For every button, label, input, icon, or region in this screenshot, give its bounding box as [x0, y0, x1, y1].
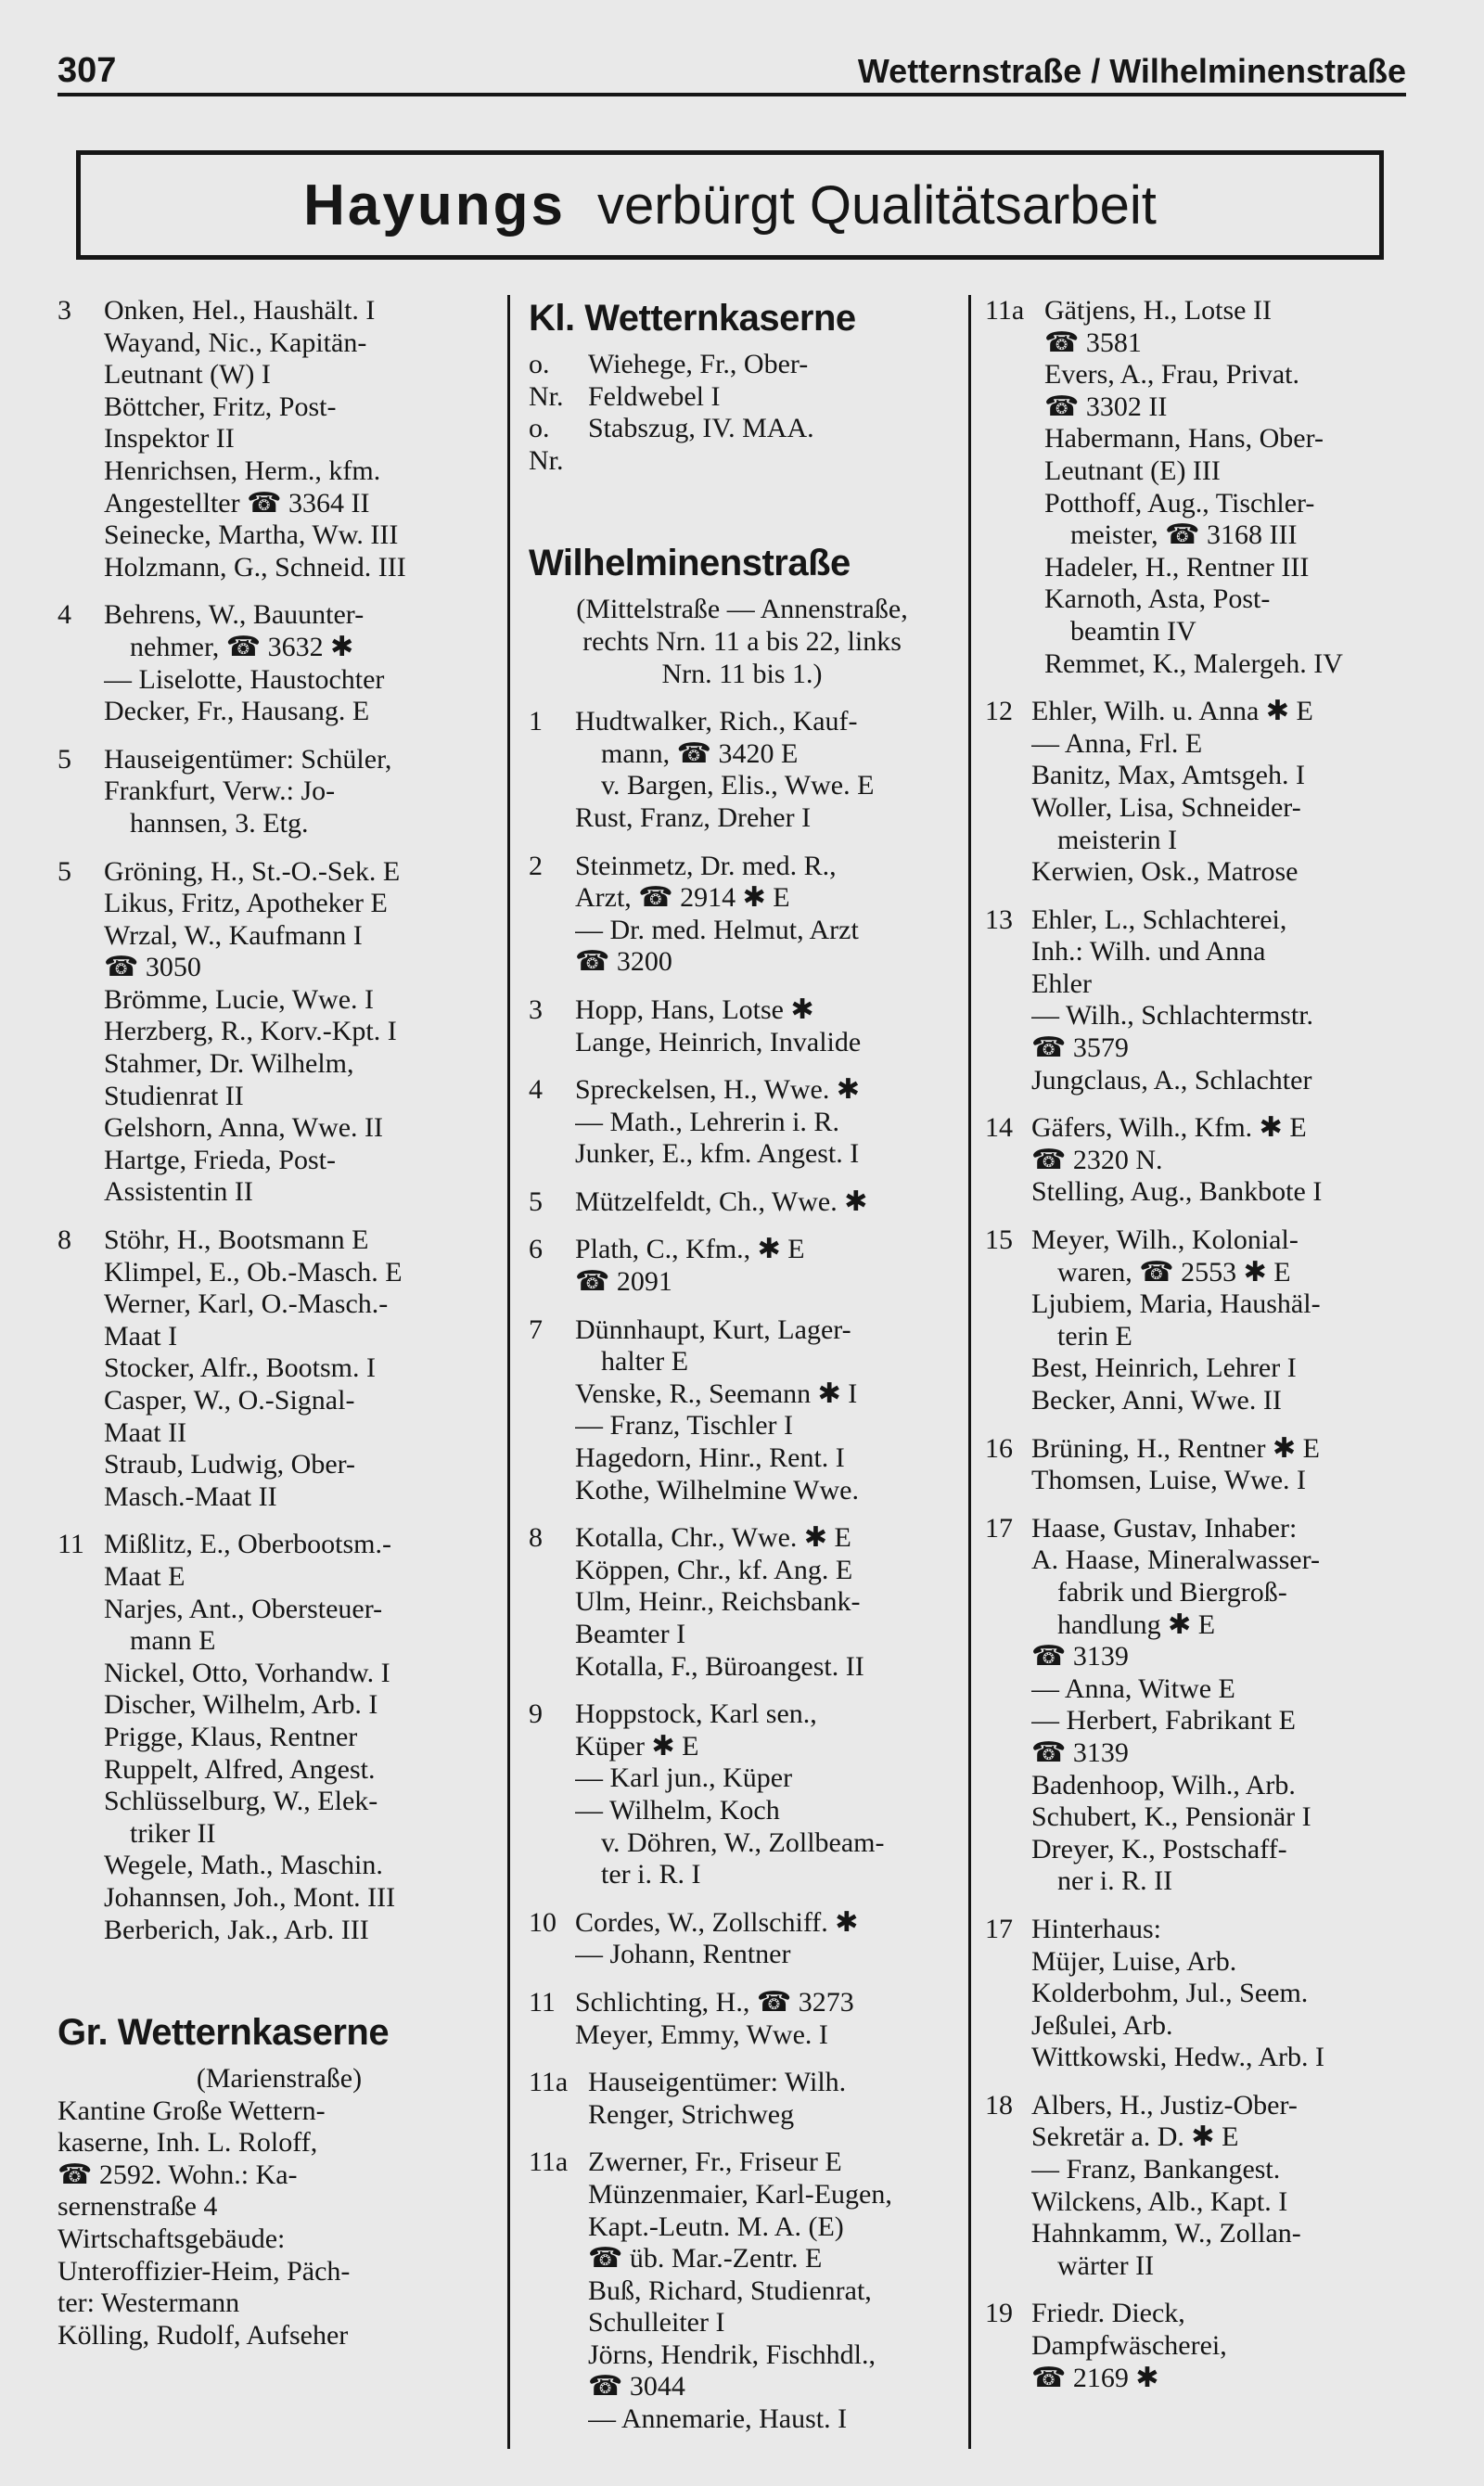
entry-line: Herzberg, R., Korv.-Kpt. I [104, 1016, 397, 1047]
house-number: 4 [58, 599, 71, 631]
entry-line: terin E [1057, 1320, 1132, 1352]
house-number: 18 [985, 2089, 1013, 2121]
entry-line: — Johann, Rentner [575, 1939, 791, 1970]
entry-line: Wayand, Nic., Kapitän- [104, 327, 367, 358]
entry-line: Junker, E., kfm. Angest. I [575, 1138, 860, 1170]
entry-line: Maat II [104, 1416, 187, 1448]
directory-entry [529, 1698, 955, 1891]
entry-text [575, 1074, 955, 1171]
entry-line: Wilckens, Alb., Kapt. I [1031, 2185, 1288, 2217]
house-number: 11 [58, 1529, 84, 1560]
section-note: rechts Nrn. 11 a bis 22, links [582, 625, 902, 657]
column-middle [529, 295, 955, 2458]
entry-line: wärter II [1057, 2249, 1155, 2281]
directory-entry [529, 2067, 955, 2131]
column-right [985, 295, 1426, 2458]
entry-line: Friedr. Dieck, [1031, 2298, 1185, 2329]
section-spacer [529, 477, 955, 525]
entry-line: Wirtschaftsgebäude: [58, 2223, 286, 2255]
entry-line: Köppen, Chr., kf. Ang. E [575, 1554, 853, 1585]
directory-entry [985, 2298, 1426, 2394]
entry-line: Dampfwäscherei, [1031, 2330, 1227, 2362]
entry-line: Evers, A., Frau, Privat. [1044, 359, 1299, 391]
entry-line: Hauseigentümer: Schüler, [104, 743, 392, 775]
entry-line: Best, Heinrich, Lehrer I [1031, 1352, 1297, 1384]
entry-line: ter: Westermann [58, 2287, 240, 2319]
entry-text [1031, 1433, 1426, 1497]
entry-line: — Anna, Witwe E [1031, 1672, 1235, 1704]
section-heading: Wilhelminenstraße [529, 543, 851, 584]
entry-line: — Herbert, Fabrikant E [1031, 1705, 1296, 1736]
entry-line: v. Döhren, W., Zollbeam- [601, 1826, 885, 1858]
entry-text [575, 994, 955, 1058]
entry-line: Holzmann, G., Schneid. III [104, 551, 406, 583]
entry-line: Narjes, Ant., Obersteuer- [104, 1593, 383, 1624]
directory-entry [985, 1224, 1426, 1417]
entry-line: Kolderbohm, Jul., Seem. [1031, 1978, 1309, 2009]
house-number: 13 [985, 903, 1013, 935]
entry-line: Münzenmaier, Karl-Eugen, [588, 2178, 892, 2210]
directory-entry [58, 295, 501, 583]
entry-line: A. Haase, Mineralwasser- [1031, 1544, 1320, 1576]
entry-line: ☎ 3139 [1031, 1641, 1129, 1672]
entry-line: Venske, R., Seemann ✱ I [575, 1378, 858, 1409]
directory-entry [58, 599, 501, 727]
entry-line: Wegele, Math., Maschin. [104, 1850, 383, 1881]
advertisement-box [76, 150, 1384, 260]
entry-line: Angestellter ☎ 3364 II [104, 487, 370, 519]
house-number: 11a [529, 2146, 569, 2178]
entry-line: Mützelfeldt, Ch., Wwe. ✱ [575, 1185, 868, 1217]
directory-entry [529, 1522, 955, 1683]
directory-entry [529, 851, 955, 979]
entry-line: Leutnant (W) I [104, 359, 271, 391]
house-number: 10 [529, 1906, 556, 1938]
entry-line: Maat I [104, 1320, 178, 1352]
directory-entry [58, 856, 501, 1210]
house-number: 4 [529, 1074, 543, 1106]
entry-line: Ehler, Wilh. u. Anna ✱ E [1031, 696, 1313, 727]
entry-line: Spreckelsen, H., Wwe. ✱ [575, 1074, 861, 1106]
entry-line: Inh.: Wilh. und Anna [1031, 936, 1266, 967]
entry-line: Stöhr, H., Bootsmann E [104, 1224, 369, 1256]
header-rule [58, 93, 1406, 96]
entry-line: Ehler, L., Schlachterei, [1031, 903, 1287, 935]
entry-line: Hinterhaus: [1031, 1913, 1161, 1944]
entry-line: Albers, H., Justiz-Ober- [1031, 2089, 1298, 2121]
entry-line: Masch.-Maat II [104, 1480, 277, 1512]
house-number: 5 [58, 855, 71, 887]
entry-line: Müjer, Luise, Arb. [1031, 1945, 1237, 1977]
entry-text [575, 851, 955, 979]
entry-line: Henrichsen, Herm., kfm. [104, 455, 381, 486]
entry-line: Mißlitz, E., Oberbootsm.- [104, 1529, 391, 1560]
entry-line: Schlichting, H., ☎ 3273 [575, 1986, 854, 2018]
entry-line: handlung ✱ E [1057, 1608, 1216, 1640]
entry-line: Berberich, Jak., Arb. III [104, 1914, 369, 1945]
entry-line: Prigge, Klaus, Rentner [104, 1721, 358, 1752]
entry-line: Dreyer, K., Postschaff- [1031, 1833, 1287, 1864]
entry-line: — Wilh., Schlachtermstr. [1031, 1000, 1314, 1032]
entry-line: Casper, W., O.-Signal- [104, 1385, 355, 1416]
entry-text [104, 1529, 501, 1946]
house-number: 5 [529, 1185, 543, 1217]
entry-line: mann, ☎ 3420 E [601, 737, 799, 769]
entry-text [575, 1987, 955, 2051]
entry-text [575, 1522, 955, 1683]
section-heading: Kl. Wetternkaserne [529, 298, 856, 339]
entry-line: Stelling, Aug., Bankbote I [1031, 1176, 1323, 1208]
entry-line: Schubert, K., Pensionär I [1031, 1801, 1311, 1833]
entry-line: Schulleiter I [588, 2307, 725, 2339]
entry-line: ☎ 3302 II [1044, 391, 1168, 422]
column-left [58, 295, 501, 2458]
entry-line: Onken, Hel., Haushält. I [104, 295, 376, 326]
entry-line: Inspektor II [104, 423, 235, 455]
entry-line: Potthoff, Aug., Tischler- [1044, 487, 1315, 519]
section-note: (Marienstraße) [196, 2063, 363, 2095]
entry-line: Assistentin II [104, 1176, 253, 1208]
entry-line: Lange, Heinrich, Invalide [575, 1026, 862, 1057]
entry-line: Wrzal, W., Kaufmann I [104, 919, 363, 951]
entry-line: Jörns, Hendrik, Fischhdl., [588, 2339, 876, 2370]
entry-line: Meyer, Wilh., Kolonial- [1031, 1224, 1298, 1256]
entry-line: Kotalla, F., Büroangest. II [575, 1650, 864, 1682]
entry-line: Rust, Franz, Dreher I [575, 801, 812, 833]
entry-text [1031, 2090, 1426, 2283]
entry-line: Stocker, Alfr., Bootsm. I [104, 1352, 376, 1384]
house-number: 14 [985, 1112, 1013, 1144]
entry-line: fabrik und Biergroß- [1057, 1576, 1287, 1608]
entry-line: Hadeler, H., Rentner III [1044, 551, 1310, 583]
entry-line: Nickel, Otto, Vorhandw. I [104, 1657, 390, 1688]
directory-entry [529, 1987, 955, 2051]
house-number: 11a [985, 295, 1025, 326]
entry-line: Zwerner, Fr., Friseur E [588, 2146, 842, 2178]
ad-slogan: verbürgt Qualitätsarbeit [596, 174, 1157, 236]
entry-line: ☎ 2091 [575, 1266, 672, 1298]
entry-line: Küper ✱ E [575, 1730, 699, 1762]
entry-line: Ljubiem, Maria, Haushäl- [1031, 1288, 1321, 1320]
entry-line: Hoppstock, Karl sen., [575, 1698, 817, 1730]
entry-line: Feldwebel I [588, 380, 721, 412]
entry-line: Kantine Große Wettern- [58, 2095, 326, 2126]
entry-text [1031, 696, 1426, 889]
entry-text [104, 1224, 501, 1513]
entry-line: Sekretär a. D. ✱ E [1031, 2121, 1239, 2153]
entry-line: Kapt.-Leutn. M. A. (E) [588, 2210, 844, 2242]
entry-line: ☎ 2320 N. [1031, 1144, 1163, 1175]
entry-line: Banitz, Max, Amtsgeh. I [1031, 760, 1305, 791]
house-number: 3 [529, 993, 543, 1025]
house-number: 11 [529, 1986, 556, 2018]
entry-line: Straub, Ludwig, Ober- [104, 1449, 356, 1480]
entry-line: — Dr. med. Helmut, Arzt [575, 914, 859, 945]
running-title: Wetternstraße / Wilhelminenstraße [857, 52, 1406, 90]
entry-line: Buß, Richard, Studienrat, [588, 2275, 872, 2306]
directory-entry [529, 413, 955, 477]
entry-line: — Liselotte, Haustochter [104, 663, 385, 695]
directory-entry [529, 2146, 955, 2435]
entry-line: nehmer, ☎ 3632 ✱ [130, 631, 354, 662]
entry-line: Plath, C., Kfm., ✱ E [575, 1234, 805, 1265]
house-number: 17 [985, 1512, 1013, 1544]
house-number: 8 [529, 1522, 543, 1554]
entry-line: Remmet, K., Malergeh. IV [1044, 647, 1343, 679]
page-number: 307 [58, 51, 117, 90]
entry-line: beamtin IV [1070, 615, 1196, 647]
directory-entry [529, 1074, 955, 1171]
entry-line: Woller, Lisa, Schneider- [1031, 791, 1301, 823]
entry-line: Meyer, Emmy, Wwe. I [575, 2018, 828, 2050]
entry-line: Jeßulei, Arb. [1031, 2009, 1173, 2041]
directory-entry [985, 1112, 1426, 1209]
entry-text [1031, 2298, 1426, 2394]
entry-line: — Franz, Bankangest. [1031, 2154, 1281, 2185]
entry-text [104, 744, 501, 840]
section-body [58, 2095, 501, 2352]
entry-line: ☎ 3044 [588, 2371, 685, 2403]
directory-entry [985, 1513, 1426, 1898]
house-number: 19 [985, 2298, 1013, 2329]
section-spacer [58, 1946, 501, 1994]
entry-line: Brüning, H., Rentner ✱ E [1031, 1432, 1320, 1464]
entry-text [1031, 1224, 1426, 1417]
entry-text [575, 1234, 955, 1298]
entry-text [104, 295, 501, 583]
section-note: Nrn. 11 bis 1.) [661, 658, 823, 689]
ad-brand: Hayungs [303, 173, 566, 237]
entry-text [588, 2146, 955, 2435]
entry-line: halter E [601, 1346, 689, 1378]
house-number: 11a [529, 2067, 569, 2098]
entry-line: Likus, Fritz, Apotheker E [104, 888, 388, 919]
entry-text [575, 1314, 955, 1507]
directory-entry [985, 1433, 1426, 1497]
entry-line: Decker, Fr., Hausang. E [104, 696, 370, 727]
entry-line: Steinmetz, Dr. med. R., [575, 850, 837, 881]
entry-line: Ehler [1031, 967, 1092, 999]
house-number: 3 [58, 295, 71, 326]
entry-line: — Annemarie, Haust. I [588, 2403, 848, 2435]
entry-line: Seinecke, Martha, Ww. III [104, 519, 399, 551]
entry-line: Cordes, W., Zollschiff. ✱ [575, 1906, 859, 1938]
entry-line: Karnoth, Asta, Post- [1044, 583, 1271, 615]
house-number: o. Nr. [529, 413, 564, 476]
entry-text [1031, 904, 1426, 1097]
directory-entry [58, 744, 501, 840]
entry-line: ter i. R. I [601, 1859, 701, 1890]
entry-line: Wittkowski, Hedw., Arb. I [1031, 2042, 1324, 2073]
house-number: 5 [58, 743, 71, 775]
entry-line: Jungclaus, A., Schlachter [1031, 1064, 1312, 1096]
house-number: 2 [529, 850, 543, 881]
entry-line: Hopp, Hans, Lotse ✱ [575, 993, 814, 1025]
entry-text [104, 599, 501, 727]
entry-line: Kölling, Rudolf, Aufseher [58, 2319, 349, 2351]
entry-line: Hahnkamm, W., Zollan- [1031, 2218, 1301, 2249]
entry-line: Renger, Strichweg [588, 2098, 795, 2130]
entry-line: Arzt, ☎ 2914 ✱ E [575, 882, 790, 914]
section-note: (Mittelstraße — Annenstraße, [576, 594, 908, 625]
entry-text [1031, 1112, 1426, 1209]
directory-entry [985, 2090, 1426, 2283]
entry-text [1044, 295, 1426, 680]
directory-entry [529, 994, 955, 1058]
entry-line: ☎ 2592. Wohn.: Ka- [58, 2159, 298, 2190]
directory-entry [985, 696, 1426, 889]
entry-line: Becker, Anni, Wwe. II [1031, 1385, 1282, 1416]
entry-line: mann E [130, 1625, 216, 1657]
entry-text [588, 349, 955, 413]
entry-text [104, 856, 501, 1210]
entry-line: Unteroffizier-Heim, Päch- [58, 2255, 351, 2287]
entry-text [575, 706, 955, 834]
entry-line: v. Bargen, Elis., Wwe. E [601, 770, 875, 801]
entry-line: ☎ 3139 [1031, 1736, 1129, 1768]
entry-line: — Anna, Frl. E [1031, 727, 1203, 759]
entry-line: hannsen, 3. Etg. [130, 807, 309, 839]
entry-text [1031, 1513, 1426, 1898]
entry-line: Klimpel, E., Ob.-Masch. E [104, 1256, 403, 1288]
entry-line: Kotalla, Chr., Wwe. ✱ E [575, 1522, 851, 1554]
column-divider-2 [968, 295, 971, 2449]
entry-line: Studienrat II [104, 1080, 244, 1111]
entry-line: Gäfers, Wilh., Kfm. ✱ E [1031, 1112, 1307, 1144]
entry-line: — Karl jun., Küper [575, 1762, 793, 1794]
directory-entry [58, 1529, 501, 1946]
entry-line: ☎ 3579 [1031, 1032, 1129, 1064]
entry-line: — Franz, Tischler I [575, 1410, 793, 1442]
entry-line: kaserne, Inh. L. Roloff, [58, 2127, 318, 2159]
entry-line: Böttcher, Fritz, Post- [104, 391, 337, 422]
entry-line: sernenstraße 4 [58, 2191, 218, 2223]
entry-line: Maat E [104, 1560, 186, 1592]
entry-line: Leutnant (E) III [1044, 455, 1221, 486]
entry-line: Discher, Wilhelm, Arb. I [104, 1689, 378, 1721]
directory-entry [985, 1914, 1426, 2074]
page-header [58, 37, 1406, 91]
directory-entry [985, 295, 1426, 680]
directory-entry [529, 349, 955, 413]
entry-line: Haase, Gustav, Inhaber: [1031, 1512, 1298, 1544]
entry-line: Hartge, Frieda, Post- [104, 1144, 336, 1175]
directory-entry [985, 904, 1426, 1097]
entry-line: Ruppelt, Alfred, Angest. [104, 1753, 376, 1785]
house-number: 17 [985, 1913, 1013, 1944]
directory-entry [529, 706, 955, 834]
entry-text [1031, 1914, 1426, 2074]
house-number: 1 [529, 706, 543, 737]
entry-line: triker II [130, 1817, 216, 1849]
entry-line: waren, ☎ 2553 ✱ E [1057, 1256, 1291, 1288]
house-number: 12 [985, 696, 1013, 727]
entry-text [575, 1186, 955, 1219]
entry-line: Dünnhaupt, Kurt, Lager- [575, 1313, 851, 1345]
entry-line: Brömme, Lucie, Wwe. I [104, 983, 375, 1015]
entry-line: Werner, Karl, O.-Masch.- [104, 1288, 389, 1320]
entry-line: Habermann, Hans, Ober- [1044, 423, 1324, 455]
entry-line: Beamter I [575, 1619, 686, 1649]
entry-text [575, 1698, 955, 1891]
entry-line: Ulm, Heinr., Reichsbank- [575, 1586, 861, 1618]
entry-line: Stahmer, Dr. Wilhelm, [104, 1048, 354, 1080]
entry-line: Thomsen, Luise, Wwe. I [1031, 1465, 1307, 1496]
column-divider-1 [507, 295, 510, 2449]
house-number: 6 [529, 1234, 543, 1265]
entry-line: Stabszug, IV. MAA. [588, 413, 814, 444]
directory-entry [529, 1314, 955, 1507]
house-number: 9 [529, 1698, 543, 1730]
entry-line: Frankfurt, Verw.: Jo- [104, 775, 336, 807]
entry-line: Wiehege, Fr., Ober- [588, 349, 809, 379]
entry-line: Hauseigentümer: Wilh. [588, 2067, 847, 2098]
entry-line: Schlüsselburg, W., Elek- [104, 1786, 378, 1817]
entry-line: ☎ 3200 [575, 946, 672, 978]
entry-line: Badenhoop, Wilh., Arb. [1031, 1769, 1296, 1800]
directory-entry [529, 1186, 955, 1219]
entry-line: Gelshorn, Anna, Wwe. II [104, 1112, 384, 1144]
entry-line: ☎ üb. Mar.-Zentr. E [588, 2243, 823, 2275]
house-number: 16 [985, 1432, 1013, 1464]
house-number: o. Nr. [529, 349, 564, 412]
entry-line: ☎ 3050 [104, 952, 201, 983]
entry-line: ☎ 3581 [1044, 327, 1142, 358]
entry-line: Kerwien, Osk., Matrose [1031, 856, 1298, 888]
entry-line: meisterin I [1057, 824, 1178, 855]
house-number: 7 [529, 1313, 543, 1345]
directory-entry [529, 1907, 955, 1971]
entry-text [575, 1907, 955, 1971]
entry-line: ☎ 2169 ✱ [1031, 2362, 1159, 2393]
entry-line: Behrens, W., Bauunter- [104, 599, 365, 631]
entry-line: meister, ☎ 3168 III [1070, 519, 1298, 551]
directory-entry [58, 1224, 501, 1513]
entry-line: Hudtwalker, Rich., Kauf- [575, 706, 858, 737]
house-number: 15 [985, 1224, 1013, 1256]
entry-line: Hagedorn, Hinr., Rent. I [575, 1442, 845, 1474]
entry-text [588, 413, 955, 477]
directory-entry [529, 1234, 955, 1298]
entry-line: Gätjens, H., Lotse II [1044, 295, 1272, 326]
entry-line: Gröning, H., St.-O.-Sek. E [104, 855, 401, 887]
house-number: 8 [58, 1224, 71, 1256]
entry-line: Kothe, Wilhelmine Wwe. [575, 1474, 859, 1506]
section-heading: Gr. Wetternkaserne [58, 2012, 390, 2054]
entry-line: — Math., Lehrerin i. R. [575, 1106, 839, 1137]
entry-text [588, 2067, 955, 2131]
entry-line: Johannsen, Joh., Mont. III [104, 1881, 396, 1913]
entry-line: ner i. R. II [1057, 1865, 1173, 1897]
entry-line: — Wilhelm, Koch [575, 1794, 780, 1826]
